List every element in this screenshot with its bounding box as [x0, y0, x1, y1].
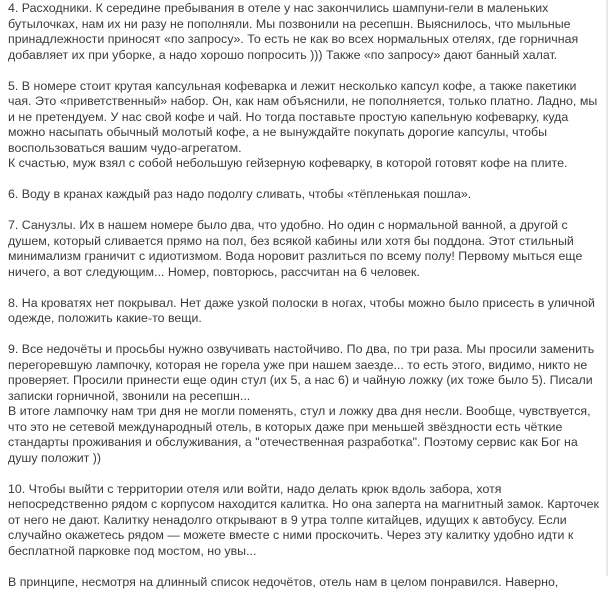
- paragraph-line: воспользоваться вашим чудо-агрегатом.: [8, 141, 600, 157]
- paragraph-line: 9. Все недочёты и просьбы нужно озвучивать настойчиво. По два, по три раза. Мы просили заменить: [8, 342, 600, 358]
- paragraph-line: минимализм граничит с идиотизмом. Вода норовит разлиться по всему полу! Первому мыться еще: [8, 249, 600, 265]
- paragraph-line: 6. Воду в кранах каждый раз надо подолгу сливать, чтобы «тёпленькая пошла».: [8, 187, 600, 203]
- paragraph-line: случайно окажетесь рядом — можете вместе с ними проскочить. Через эту калитку удобно идти к: [8, 528, 600, 544]
- paragraph-line: стандарты проживания и обслуживания, а "отечественная разработка". Поэтому сервис как Бог на: [8, 435, 600, 451]
- paragraph-line: что это не сетевой международный отель, в которых даже при меньшей звёздности есть чёткие: [8, 420, 600, 436]
- paragraph-line: душем, который сливается прямо на пол, без всякой кабины или хотя бы поддона. Этот стильный: [8, 234, 600, 250]
- review-paragraph: [8, 187, 600, 203]
- paragraph-line: добавляет их при уборке, а надо хорошо попросить ))) Также «по запросу» дают банный халат.: [8, 48, 600, 64]
- paragraph-line: 8. На кроватях нет покрывал. Нет даже узкой полоски в ногах, чтобы можно было присесть в уличной: [8, 296, 600, 312]
- paragraph-line: записки горничной, звонили на ресепшн...: [8, 389, 600, 405]
- paragraph-line: проверяет. Просили принести еще один стул (их 5, а нас 6) и чайную ложку (их тоже было 5). Писали: [8, 373, 600, 389]
- paragraph-line: бесплатной парковке под мостом, но увы...: [8, 544, 600, 560]
- paragraph-line: ничего, а вот следующим... Номер, повторюсь, рассчитан на 6 человек.: [8, 265, 600, 281]
- paragraph-line: 7. Санузлы. Их в нашем номере было два, что удобно. Но один с нормальной ванной, а другой с: [8, 218, 600, 234]
- review-paragraph: [8, 342, 600, 466]
- review-paragraph: [8, 296, 600, 327]
- paragraph-line: и не претендуем. У нас свой кофе и чай. Но тогда поставьте простую капельную кофеварку, куда: [8, 110, 600, 126]
- paragraph-line: В принципе, несмотря на длинный список недочётов, отель нам в целом понравился. Наверно,: [8, 575, 600, 590]
- review-paragraph: [8, 575, 600, 590]
- paragraph-line: принадлежности приносят «по запросу». То есть не как во всех нормальных отелях, где горничная: [8, 32, 600, 48]
- paragraph-line: одежде, положить какие-то вещи.: [8, 311, 600, 327]
- paragraph-line: В итоге лампочку нам три дня не могли поменять, стул и ложку два дня несли. Вообще, чувствуется,: [8, 404, 600, 420]
- paragraph-line: непосредственно рядом с корпусом находится калитка. Но она заперта на магнитный замок. Карточек: [8, 497, 600, 513]
- paragraph-line: перегоревшую лампочку, которая не горела уже при нашем заезде... то есть этого, видимо, никто не: [8, 358, 600, 374]
- paragraph-line: 4. Расходники. К середине пребывания в отеле у нас закончились шампуни-гели в маленьких: [8, 1, 600, 17]
- review-paragraph: [8, 218, 600, 280]
- review-paragraph: [8, 1, 600, 63]
- paragraph-line: 5. В номере стоит крутая капсульная кофеварка и лежит несколько капсул кофе, а также пакетики: [8, 79, 600, 95]
- paragraph-line: 10. Чтобы выйти с территории отеля или войти, надо делать крюк вдоль забора, хотя: [8, 482, 600, 498]
- review-paragraph: [8, 482, 600, 560]
- paragraph-line: душу положит )): [8, 451, 600, 467]
- review-paragraph: [8, 79, 600, 172]
- paragraph-line: бутылочках, нам их ни разу не пополняли. Мы позвонили на ресепшн. Выяснилось, что мыльные: [8, 17, 600, 33]
- paragraph-line: от него не дают. Калитку ненадолго открывают в 9 утра толпе китайцев, идущих к автобусу. Если: [8, 513, 600, 529]
- paragraph-line: чая. Это «приветственный» набор. Он, как нам объяснили, не пополняется, только платно. Ладно, мы: [8, 94, 600, 110]
- paragraph-line: К счастью, муж взял с собой небольшую гейзерную кофеварку, в которой готовят кофе на плите.: [8, 156, 600, 172]
- paragraph-line: можно насыпать обычный молотый кофе, а не вынуждайте покупать дорогие капсулы, чтобы: [8, 125, 600, 141]
